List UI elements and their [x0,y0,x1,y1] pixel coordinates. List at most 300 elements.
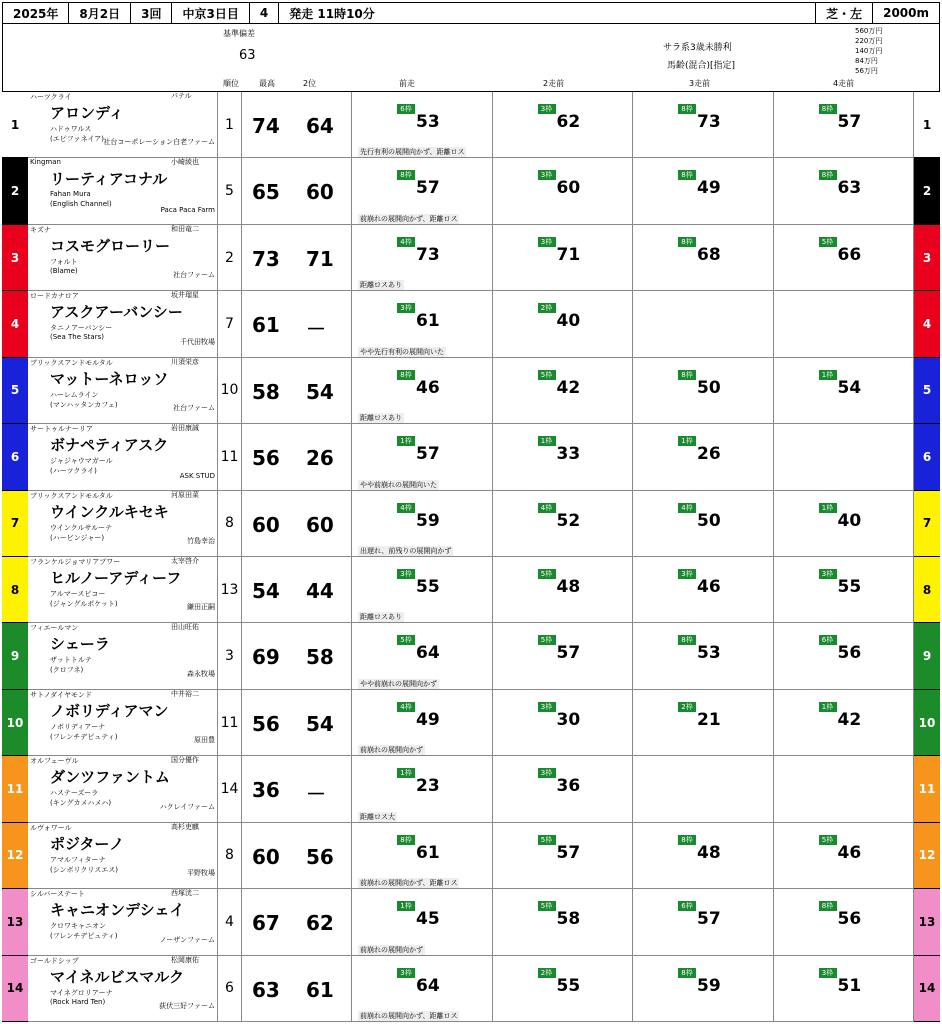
post-badge: 3枠 [819,569,837,579]
horse-name: マイネルビスマルク [50,967,184,986]
breeder-farm: Paca Paca Farm [160,205,215,214]
past-race [774,623,915,688]
index-values [242,956,352,1021]
post-badge: 5枠 [397,635,415,645]
sire-name: ロードカナロア [30,292,79,301]
post-badge: 1枠 [397,768,415,778]
past-race [633,358,774,423]
lane-number: 4 [914,291,940,357]
past-race [633,756,774,821]
dam-name: マイネグロリアーナ [50,988,113,997]
broodmare-sire: (ハービンジャー) [50,533,105,542]
past-race [633,956,774,1021]
prize-item: 140万円 [855,47,883,55]
comment: やや前崩れの展開向いた [360,480,437,489]
jockey-name: 坂井瑠星 [171,291,199,300]
col-prev4: 4走前 [833,79,855,88]
jockey-name: 西塚洸二 [171,889,199,898]
horse-info [28,889,218,954]
lane-number: 3 [2,225,28,291]
broodmare-sire: (フレンチデピュティ) [50,932,118,941]
race-index: 26 [697,444,721,465]
comment: 先行有利の展開向かず、距離ロス [360,148,465,157]
race-place: 中京3日目 [172,3,249,23]
comment: 前崩れの展開向かず、距離ロス [360,879,458,888]
horse-info [28,690,218,755]
dam-name: フォルト [50,257,78,266]
post-badge: 1枠 [678,436,696,446]
horse-row [28,491,914,557]
race-index: 45 [416,909,440,930]
post-badge: 3枠 [397,968,415,978]
race-index: 73 [416,244,440,265]
breeder-farm: 原田豊 [194,736,215,745]
post-badge: 4枠 [397,702,415,712]
second-index: 26 [306,446,334,471]
jockey-name: 和田竜二 [171,224,199,233]
horse-row [28,424,914,490]
lane-number: 2 [914,158,940,224]
breeder-farm: 鎌田正嗣 [187,603,215,612]
post-badge: 8枠 [678,835,696,845]
dam-name: アルマースビコー [50,590,106,598]
race-index: 64 [416,975,440,996]
past-race [774,225,915,290]
race-track: 芝・左 [816,3,873,23]
post-badge: 4枠 [678,503,696,513]
index-values [242,291,352,356]
lane-number: 12 [2,823,28,889]
horse-info [28,291,218,356]
race-index: 71 [556,244,581,265]
race-index: 58 [556,909,581,930]
past-race [633,225,774,290]
post-badge: 8枠 [819,901,837,911]
race-index: 51 [837,975,862,996]
comment: 出遅れ、前残りの展開向かず [360,546,452,555]
race-index: 57 [556,643,581,664]
race-index: 46 [697,577,721,597]
lane-number: 5 [2,358,28,424]
race-condition: サラ系3歳未勝利 [663,43,732,53]
jockey-name: 松岡康佑 [171,955,199,964]
horse-row [28,158,914,224]
race-index: 42 [837,709,862,730]
race-index: 53 [697,643,721,664]
race-year: 2025年 [3,3,69,23]
dam-name: ウインクルサルーテ [50,523,113,532]
lane-number: 5 [914,358,940,424]
race-day: 8月2日 [69,3,131,23]
post-badge: 8枠 [397,170,415,180]
race-index: 42 [556,377,581,398]
sire-name: ブリックスアンドモルタル [30,358,113,367]
best-index: 63 [252,977,280,1002]
second-index: 54 [306,711,334,736]
second-index: 54 [306,379,334,404]
race-index: 33 [556,444,581,465]
horse-info [28,623,218,688]
prize-item: 220万円 [855,37,883,45]
lane-number: 4 [2,291,28,357]
dam-name: ハステーズーラ [50,789,99,798]
race-index: 54 [837,377,862,398]
best-index: 60 [252,512,280,537]
horse-row [28,690,914,756]
index-values [242,491,352,556]
post-badge: 5枠 [538,635,556,645]
rank-order: 8 [218,491,242,556]
race-index: 61 [416,842,440,863]
horse-info [28,823,218,888]
race-index: 62 [556,112,581,132]
jockey-name: 中井裕二 [171,689,199,698]
past-race [633,623,774,688]
past-race [774,557,915,622]
dam-name: ハーレムライン [50,390,99,399]
race-index: 40 [556,311,581,332]
jockey-name: 国分優作 [171,756,199,765]
index-values [242,756,352,821]
lane-number: 14 [2,956,28,1022]
horse-row [28,225,914,291]
past-race [493,889,634,954]
rank-order: 2 [218,225,242,290]
horse-info [28,92,218,157]
lane-number: 8 [914,557,940,623]
race-index: 50 [697,510,721,531]
race-index: 66 [837,244,862,265]
post-badge: 8枠 [678,635,696,645]
breeder-farm: 社台ファーム [173,271,215,280]
race-index: 52 [556,510,581,531]
jockey-name: 太宰啓介 [171,557,199,565]
dam-name: Fahan Mura [50,190,91,199]
past-race [774,756,915,821]
dam-name: ノボリディアーナ [50,722,106,731]
race-index: 56 [837,643,862,664]
broodmare-sire: (シンボリクリスエス) [50,865,119,874]
jockey-name: パテル [171,92,192,100]
lane-number: 6 [914,424,940,490]
post-badge: 1枠 [819,503,837,513]
post-badge: 8枠 [678,370,696,380]
race-index: 60 [556,178,581,199]
past-race [774,889,915,954]
race-index: 55 [556,975,581,996]
second-index: 71 [306,246,334,271]
horse-name: リーティアコナル [50,170,168,189]
race-index: 46 [837,842,862,863]
comment: 前崩れの展開向かず、距離ロス [360,214,458,223]
past-race [633,491,774,556]
race-header-bar [2,2,940,24]
second-index: － [306,782,326,807]
second-index: 61 [306,977,334,1002]
race-index: 46 [416,377,440,398]
past-race [493,225,634,290]
horse-row [28,956,914,1022]
past-race [774,424,915,489]
horse-row [28,291,914,357]
horse-name: キャニオンデシェイ [50,901,185,920]
race-index: 50 [697,377,721,398]
best-index: 73 [252,246,280,271]
broodmare-sire: (フレンチデピュティ) [50,732,118,741]
broodmare-sire: (ハーツクライ) [50,467,97,476]
post-badge: 3枠 [538,237,556,247]
past-race [633,424,774,489]
index-values [242,92,352,157]
second-index: 60 [306,180,334,205]
post-badge: 6枠 [678,901,696,911]
index-values [242,823,352,888]
jockey-name: 川須栄彦 [171,357,199,366]
race-index: 48 [697,842,721,863]
race-index: 36 [556,776,581,797]
sire-name: フィエールマン [30,624,79,633]
race-condition-2: 馬齢(混合)[指定] [667,61,736,71]
best-index: 60 [252,844,280,869]
lane-number: 11 [914,756,940,822]
rank-order: 11 [218,424,242,489]
breeder-farm: 竹島幸治 [187,536,215,545]
post-badge: 5枠 [538,835,556,845]
breeder-farm: 森永牧場 [187,669,215,678]
col-second: 2位 [303,79,317,88]
post-badge: 2枠 [538,968,556,978]
lane-number: 13 [2,889,28,955]
past-race [493,158,634,223]
race-index: 73 [697,112,721,132]
lane-number: 12 [914,823,940,889]
lane-number: 14 [914,956,940,1022]
post-badge: 5枠 [819,237,837,247]
lane-number: 7 [914,491,940,557]
broodmare-sire: (マンハッタンカフェ) [50,400,118,409]
horse-name: ヒルノーアディーフ [50,569,182,587]
race-index: 30 [556,709,581,730]
sire-name: ブリックスアンドモルタル [30,491,113,500]
base-value: 63 [239,48,256,63]
lane-number: 8 [2,557,28,623]
horse-name: アスクアーバンシー [50,303,183,322]
post-badge: 5枠 [819,835,837,845]
race-index: 48 [556,577,581,597]
table-header [2,24,940,92]
post-badge: 3枠 [538,702,556,712]
past-race [493,623,634,688]
post-badge: 4枠 [397,503,415,513]
past-race [493,491,634,556]
lane-number: 9 [914,623,940,689]
race-index: 59 [697,975,721,996]
horse-info [28,756,218,821]
past-race [774,158,915,223]
race-index: 49 [416,709,440,730]
sire-name: サートゥルナーリア [30,425,93,434]
prize-item: 56万円 [855,67,878,75]
horse-name: アロンディ [50,104,124,122]
jockey-name: 小崎綾也 [171,158,199,167]
sire-name: ルヴォワール [30,823,72,832]
rank-order: 10 [218,358,242,423]
post-badge: 5枠 [538,569,556,579]
past-race [774,690,915,755]
lane-number: 2 [2,158,28,224]
race-index: 61 [416,311,440,332]
lane-number: 1 [2,92,28,158]
lane-number: 11 [2,756,28,822]
post-badge: 3枠 [678,569,696,579]
comment: 距離ロスあり [360,414,402,423]
horse-info [28,424,218,489]
base-label: 基準偏差 [223,29,255,38]
post-badge: 2枠 [678,702,696,712]
post-badge: 1枠 [397,901,415,911]
post-badge: 6枠 [819,635,837,645]
best-index: 56 [252,711,280,736]
best-index: 56 [252,446,280,471]
dam-name: ザットトルテ [50,656,92,665]
post-badge: 3枠 [819,968,837,978]
sire-name: シルバーステート [30,890,85,899]
lane-number: 10 [914,690,940,756]
past-race [633,889,774,954]
best-index: 58 [252,379,280,404]
post-badge: 8枠 [678,237,696,247]
horse-info [28,557,218,622]
race-index: 59 [416,510,440,531]
breeder-farm: 荻伏三好ファーム [159,1001,215,1010]
post-badge: 8枠 [397,370,415,380]
horse-info [28,491,218,556]
col-order: 順位 [223,79,239,88]
dam-name: アマルフィターナ [50,855,106,864]
lane-number: 3 [914,225,940,291]
race-index: 56 [837,909,862,930]
jockey-name: 岩田康誠 [171,424,199,433]
horse-row [28,358,914,424]
comment: 距離ロスあり [360,281,402,290]
comment: 前崩れの展開向かず、距離ロス [360,1011,458,1020]
breeder-farm: 社台コーポレーション白老ファーム [103,138,215,147]
horse-info [28,158,218,223]
past-race [633,291,774,356]
race-index: 57 [556,842,581,863]
past-race [774,956,915,1021]
past-race [493,291,634,356]
dam-name: クロワキャニオン [50,922,106,931]
post-badge: 8枠 [678,104,696,114]
col-best: 最高 [259,79,275,88]
index-values [242,158,352,223]
jockey-name: 河原田菜 [171,490,199,499]
horse-name: ボナペティアスク [50,436,169,455]
past-race [493,956,634,1021]
past-race [774,491,915,556]
post-badge: 8枠 [678,170,696,180]
col-prev3: 3走前 [689,79,711,88]
horse-row [28,889,914,955]
post-badge: 1枠 [538,436,556,446]
race-index: 57 [837,112,862,132]
breeder-farm: ASK STUD [179,471,215,480]
lane-number: 1 [914,92,940,158]
horse-name: ウインクルキセキ [50,502,169,521]
horse-info [28,956,218,1021]
rank-order: 13 [218,557,242,622]
race-index: 40 [837,510,862,531]
broodmare-sire: (Sea The Stars) [50,333,104,342]
broodmare-sire: (クロフネ) [50,666,84,675]
post-badge: 4枠 [538,503,556,513]
past-race [633,557,774,622]
best-index: 65 [252,180,280,205]
past-race [493,690,634,755]
race-index: 57 [416,178,440,199]
horse-row [28,623,914,689]
horse-row [28,823,914,889]
post-badge: 8枠 [397,835,415,845]
past-race [493,823,634,888]
dam-name: ハドゥワルス [50,125,92,133]
horse-name: ダンツファントム [50,768,170,787]
post-badge: 8枠 [678,968,696,978]
col-prev2: 2走前 [543,79,565,88]
post-badge: 2枠 [538,303,556,313]
race-index: 23 [416,776,440,797]
broodmare-sire: (ジャングルポケット) [50,600,118,608]
breeder-farm: ハクレイファーム [159,802,215,811]
post-badge: 8枠 [819,170,837,180]
rank-order: 7 [218,291,242,356]
col-prev1: 前走 [399,79,415,88]
race-distance: 2000m [883,6,929,20]
rank-order: 8 [218,823,242,888]
dam-name: タニノアーバンシー [50,324,113,333]
horse-name: シェーラ [50,635,110,654]
past-race [493,358,634,423]
comment: やや前崩れの展開向かず [360,679,437,688]
jockey-name: 高杉吏麒 [171,822,199,831]
past-race [493,424,634,489]
race-index: 57 [697,909,721,930]
breeder-farm: ノーザンファーム [159,935,215,944]
post-badge: 3枠 [538,104,556,114]
comment: 前崩れの展開向かず [360,945,423,954]
second-index: 64 [306,114,334,138]
post-badge: 1枠 [819,702,837,712]
broodmare-sire: (エピファネイア) [50,135,104,143]
index-values [242,225,352,290]
post-badge: 4枠 [397,237,415,247]
race-index: 49 [697,178,721,199]
race-index: 57 [416,444,440,465]
race-index: 64 [416,643,440,664]
lane-number: 6 [2,424,28,490]
broodmare-sire: (Blame) [50,266,78,275]
broodmare-sire: (English Channel) [50,200,112,209]
comment: 距離ロス大 [360,812,395,821]
horse-row [28,92,914,158]
race-kai: 3回 [131,3,172,23]
sire-name: ゴールドシップ [30,956,79,965]
rank-order: 6 [218,956,242,1021]
best-index: 36 [252,778,280,803]
breeder-farm: 社台ファーム [173,404,215,413]
index-values [242,557,352,622]
